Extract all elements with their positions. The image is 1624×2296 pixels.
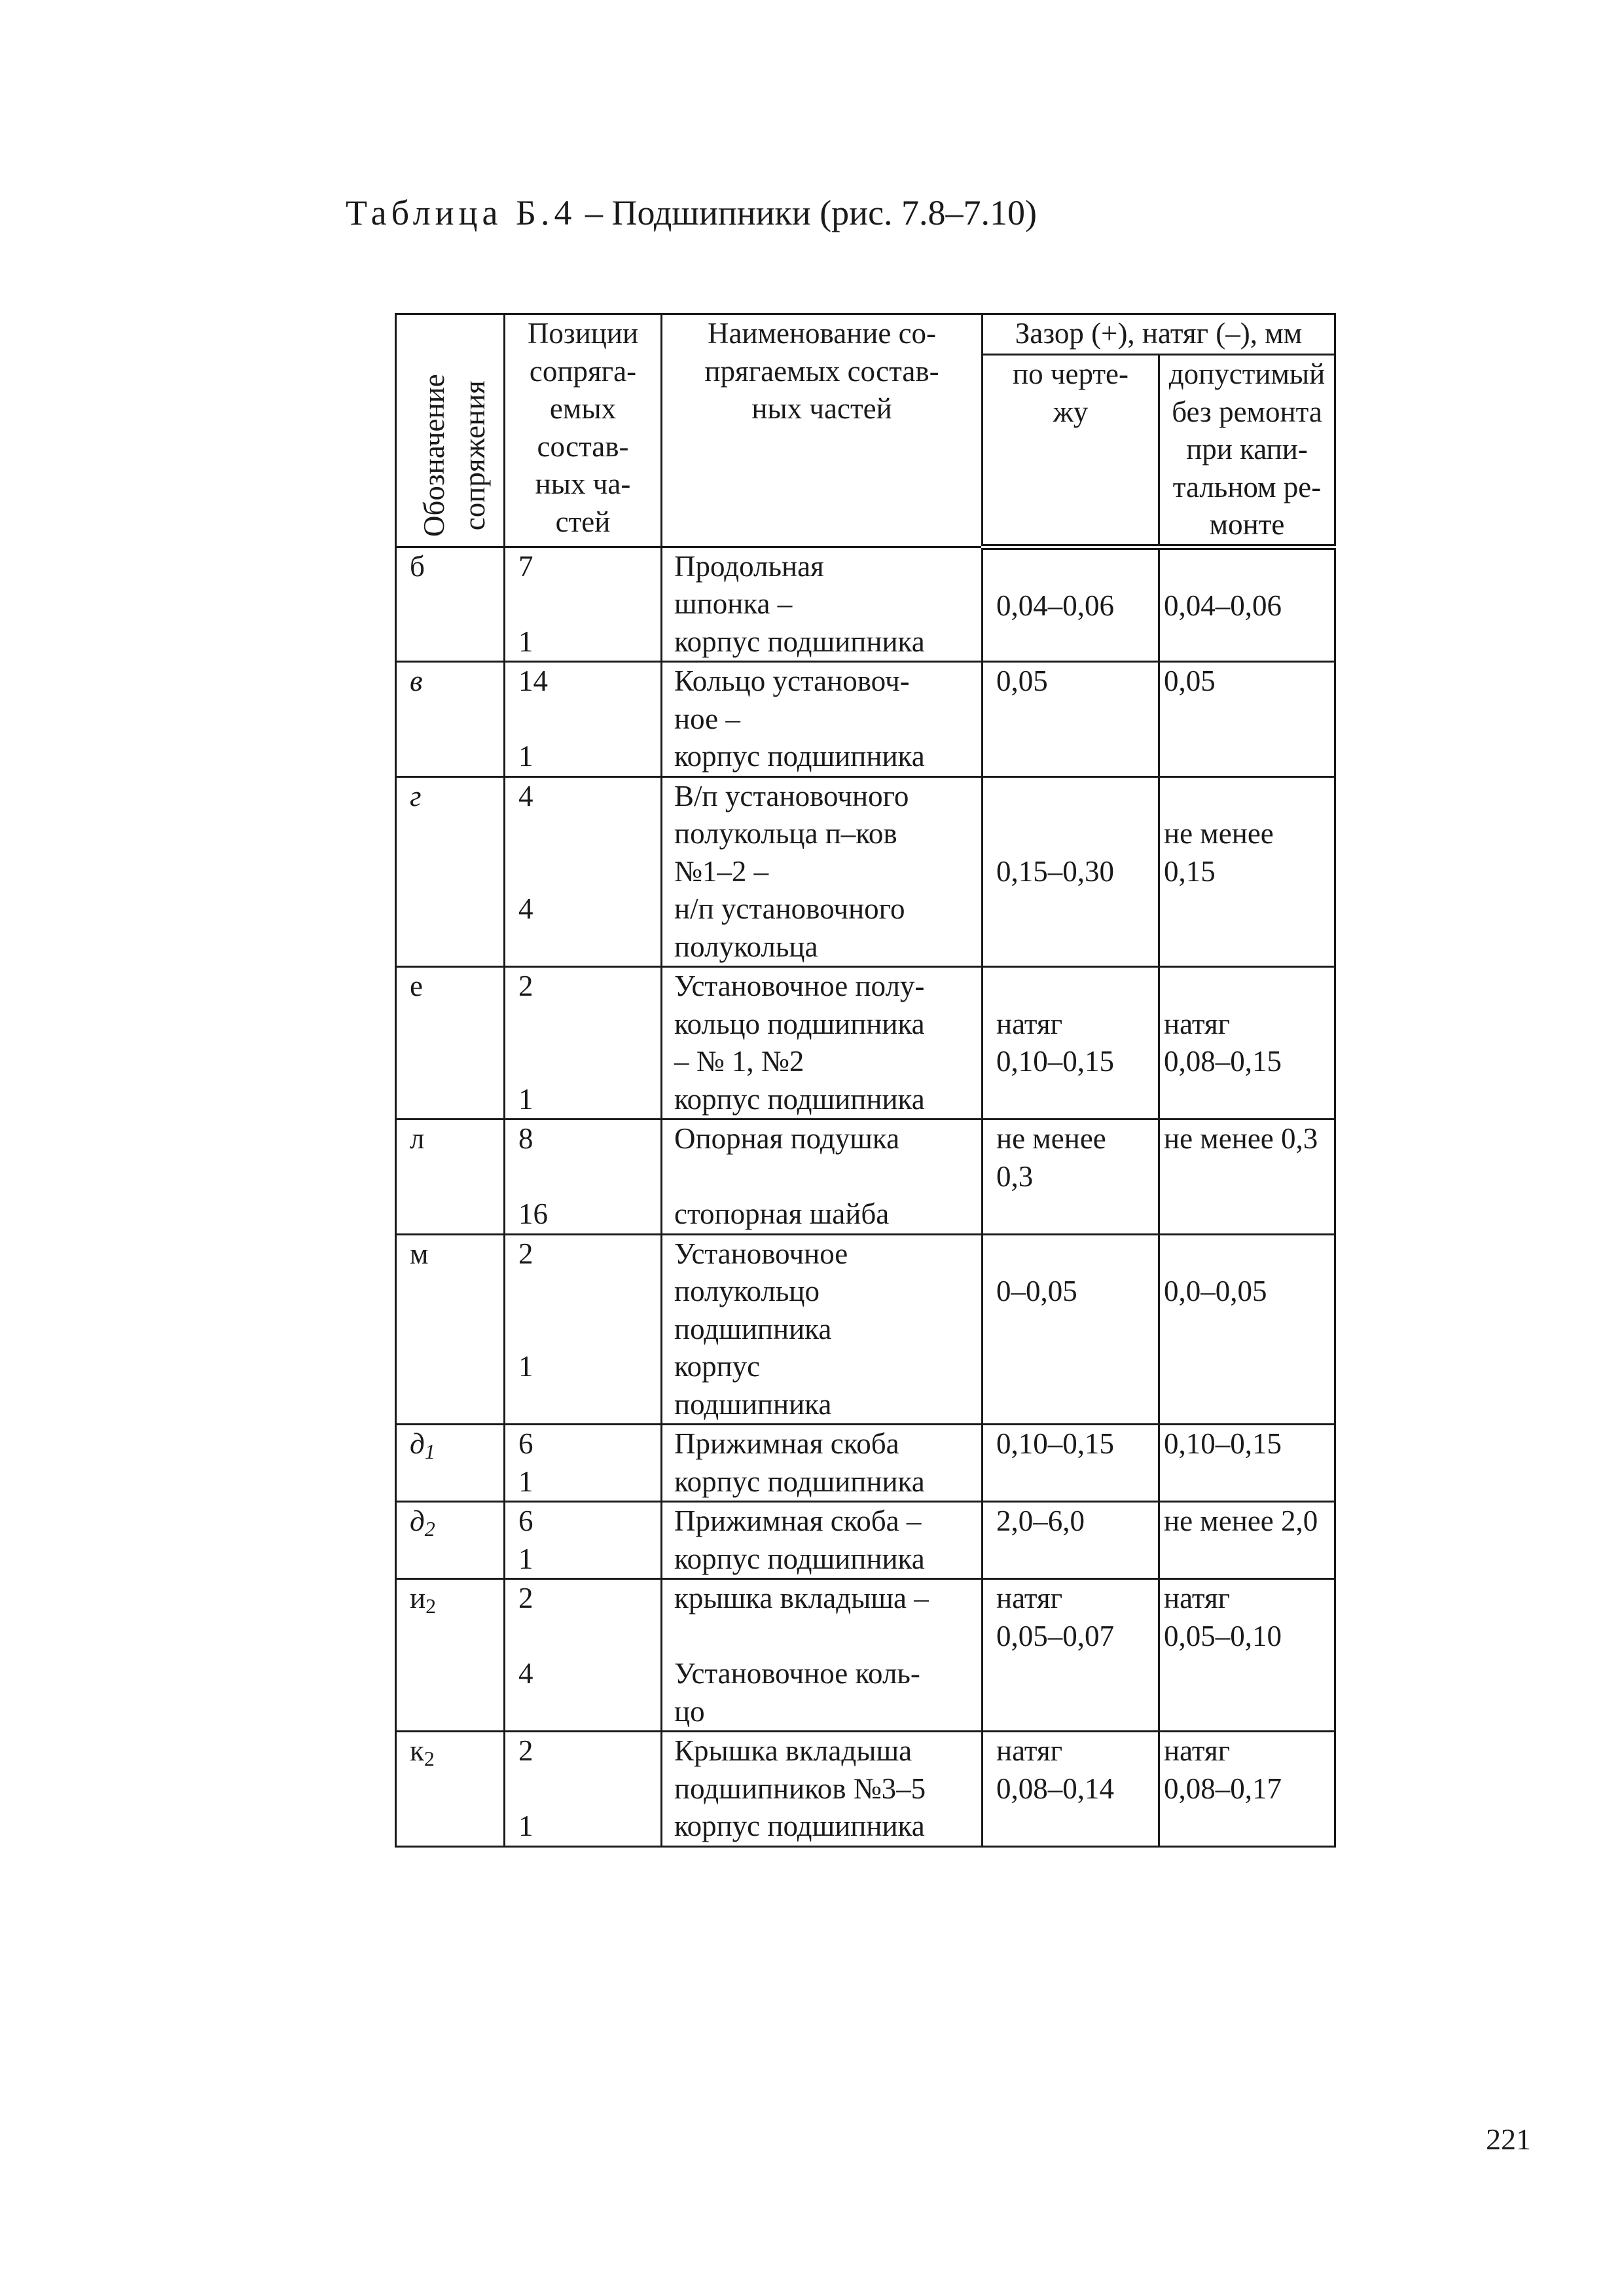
cell-line: 0,05 xyxy=(1164,665,1216,697)
cell-line: полукольцо xyxy=(674,1275,820,1307)
header-designation xyxy=(396,314,505,547)
cell-line: цо xyxy=(674,1694,705,1728)
header-line: без ремонта xyxy=(1172,395,1322,428)
cell-positions xyxy=(505,662,662,777)
header-line: допустимый xyxy=(1168,357,1326,390)
cell-clearance-drawing xyxy=(983,1579,1159,1732)
cell-clearance-allowed xyxy=(1159,1732,1335,1847)
cell-line: натяг xyxy=(996,1582,1063,1614)
cell-line: 1 xyxy=(518,1465,533,1498)
header-positions xyxy=(505,314,662,547)
cell-designation xyxy=(396,662,505,777)
header-line: при капи- xyxy=(1186,433,1308,465)
designation-letter: м xyxy=(410,1237,429,1270)
cell-line: корпус подшипника xyxy=(674,1542,925,1575)
cell-line: 4 xyxy=(518,779,533,812)
cell-designation xyxy=(396,547,505,662)
cell-part-names xyxy=(662,1234,983,1425)
cell-line: 0,10–0,15 xyxy=(996,1427,1114,1460)
cell-clearance-drawing xyxy=(983,1120,1159,1235)
cell-line xyxy=(518,1618,657,1656)
cell-line xyxy=(1164,550,1330,588)
cell-line: 0,0–0,05 xyxy=(1164,1275,1267,1307)
cell-line: корпус подшипника xyxy=(674,625,925,658)
cell-line xyxy=(518,701,657,738)
table-row xyxy=(396,547,1335,662)
header-by-drawing xyxy=(983,355,1159,547)
cell-line: 1 xyxy=(518,625,533,658)
cell-line: 0–0,05 xyxy=(996,1275,1077,1307)
cell-line: крышка вкладыша – xyxy=(674,1582,929,1614)
cell-line: Установочное коль- xyxy=(674,1657,920,1690)
cell-line: 0,08–0,17 xyxy=(1164,1772,1282,1805)
cell-clearance-drawing xyxy=(983,547,1159,662)
designation-subscript: 2 xyxy=(425,1594,437,1618)
cell-line: Крышка вкладыша xyxy=(674,1734,912,1767)
cell-clearance-drawing xyxy=(983,967,1159,1120)
cell-clearance-allowed xyxy=(1159,1425,1335,1502)
cell-line: 6 xyxy=(518,1427,533,1460)
cell-line: корпус xyxy=(674,1350,761,1383)
cell-clearance-allowed xyxy=(1159,1579,1335,1732)
cell-line xyxy=(1164,968,1330,1006)
header-name xyxy=(662,314,983,547)
cell-line: 14 xyxy=(518,665,548,697)
header-line: емых xyxy=(549,392,617,425)
header-line: ных частей xyxy=(751,392,892,425)
table-row xyxy=(396,776,1335,967)
cell-line xyxy=(518,1043,657,1081)
cell-line: не менее 2,0 xyxy=(1164,1504,1318,1537)
designation-letter: в xyxy=(410,665,423,697)
cell-line: натяг xyxy=(996,1007,1063,1040)
cell-clearance-allowed xyxy=(1159,547,1335,662)
cell-clearance-allowed xyxy=(1159,1234,1335,1425)
cell-line: 2 xyxy=(518,970,533,1002)
cell-line: 0,15 xyxy=(1164,854,1216,888)
header-line: состав- xyxy=(537,429,629,463)
cell-clearance-drawing xyxy=(983,662,1159,777)
cell-line: Продольная xyxy=(674,549,824,583)
cell-line: 0,3 xyxy=(996,1159,1034,1193)
cell-line: 0,05–0,07 xyxy=(996,1619,1114,1652)
cell-line: 0,04–0,06 xyxy=(996,589,1114,622)
cell-clearance-allowed xyxy=(1159,1502,1335,1579)
cell-line: 0,15–0,30 xyxy=(996,854,1114,888)
cell-clearance-allowed xyxy=(1159,776,1335,967)
designation-letter: к xyxy=(410,1734,424,1767)
cell-line: 0,10–0,15 xyxy=(996,1045,1114,1078)
bearings-table xyxy=(395,313,1336,1848)
cell-designation xyxy=(396,1732,505,1847)
cell-line xyxy=(1164,1235,1330,1273)
cell-line: Установочное полу- xyxy=(674,970,925,1002)
cell-line xyxy=(518,1273,657,1311)
cell-clearance-drawing xyxy=(983,776,1159,967)
cell-line xyxy=(518,585,657,623)
cell-positions xyxy=(505,1732,662,1847)
designation-subscript: 1 xyxy=(424,1440,435,1463)
cell-part-names xyxy=(662,1502,983,1579)
cell-clearance-drawing xyxy=(983,1732,1159,1847)
cell-line: Установочное xyxy=(674,1237,848,1270)
cell-line xyxy=(996,778,1154,816)
table-row xyxy=(396,662,1335,777)
designation-subscript: 2 xyxy=(424,1517,435,1540)
cell-line: корпус подшипника xyxy=(674,1082,925,1116)
cell-designation xyxy=(396,1234,505,1425)
cell-line: 8 xyxy=(518,1122,533,1155)
cell-line: 0,05 xyxy=(996,665,1048,697)
cell-line: натяг xyxy=(1164,1582,1231,1614)
cell-line: полукольца xyxy=(674,930,818,963)
cell-part-names xyxy=(662,547,983,662)
cell-line: полукольца п–ков xyxy=(674,817,897,850)
cell-line: 0,10–0,15 xyxy=(1164,1427,1282,1460)
designation-letter: д xyxy=(410,1504,425,1537)
cell-designation xyxy=(396,1502,505,1579)
header-line: сопряга- xyxy=(529,354,637,388)
cell-line xyxy=(674,1158,977,1196)
cell-positions xyxy=(505,547,662,662)
header-line: жу xyxy=(1053,395,1089,428)
designation-letter: д xyxy=(410,1427,425,1460)
header-line: тальном ре- xyxy=(1172,470,1322,503)
cell-clearance-allowed xyxy=(1159,1120,1335,1235)
cell-line: кольцо подшипника xyxy=(674,1007,925,1040)
designation-letter: и xyxy=(410,1582,426,1614)
cell-line: 1 xyxy=(518,740,533,773)
cell-line: не менее xyxy=(996,1122,1106,1155)
table-row xyxy=(396,1579,1335,1732)
cell-line xyxy=(518,853,657,891)
cell-line: подшипника xyxy=(674,1387,832,1421)
cell-line: 1 xyxy=(518,1810,533,1842)
cell-line: подшипника xyxy=(674,1312,832,1345)
cell-line: корпус подшипника xyxy=(674,1465,925,1498)
table-body xyxy=(396,547,1335,1846)
cell-part-names xyxy=(662,662,983,777)
cell-line: ное – xyxy=(674,702,740,735)
header-line: Обозначение xyxy=(418,374,450,537)
cell-part-names xyxy=(662,1732,983,1847)
designation-letter: г xyxy=(410,779,422,812)
cell-line: стопорная шайба xyxy=(674,1197,890,1230)
cell-line xyxy=(1164,778,1330,816)
cell-line: Прижимная скоба – xyxy=(674,1504,922,1537)
cell-part-names xyxy=(662,1425,983,1502)
cell-line: 1 xyxy=(518,1082,533,1116)
cell-designation xyxy=(396,967,505,1120)
cell-line xyxy=(518,1158,657,1196)
cell-positions xyxy=(505,967,662,1120)
cell-line: 1 xyxy=(518,1350,533,1383)
cell-part-names xyxy=(662,776,983,967)
cell-line: 4 xyxy=(518,892,533,925)
table-header xyxy=(396,314,1335,547)
cell-line xyxy=(518,1770,657,1808)
cell-line: 0,08–0,14 xyxy=(996,1772,1114,1805)
table-row xyxy=(396,967,1335,1120)
cell-line: н/п установочного xyxy=(674,892,905,925)
cell-line: В/п установочного xyxy=(674,779,909,812)
cell-positions xyxy=(505,1234,662,1425)
header-designation-text xyxy=(414,374,495,537)
cell-line: 7 xyxy=(518,549,533,583)
cell-line xyxy=(518,1006,657,1044)
cell-line: Прижимная скоба xyxy=(674,1427,899,1460)
cell-line xyxy=(996,968,1154,1006)
cell-positions xyxy=(505,1120,662,1235)
cell-positions xyxy=(505,776,662,967)
header-line: сопряжения xyxy=(458,380,491,531)
cell-positions xyxy=(505,1502,662,1579)
cell-line: Опорная подушка xyxy=(674,1122,900,1155)
cell-line xyxy=(518,815,657,853)
cell-line: корпус подшипника xyxy=(674,740,925,773)
page-number: 221 xyxy=(1486,2123,1531,2156)
cell-line: 16 xyxy=(518,1197,548,1230)
cell-line: 1 xyxy=(518,1542,533,1575)
table-caption xyxy=(346,190,1037,236)
cell-line xyxy=(996,815,1154,853)
cell-clearance-drawing xyxy=(983,1425,1159,1502)
cell-line: шпонка – xyxy=(674,587,793,620)
cell-line: корпус подшипника xyxy=(674,1810,925,1842)
header-line: ных ча- xyxy=(535,467,631,500)
cell-line: не менее xyxy=(1164,817,1274,850)
header-line: Позиции xyxy=(527,317,639,350)
cell-clearance-allowed xyxy=(1159,967,1335,1120)
cell-line: подшипников №3–5 xyxy=(674,1772,926,1805)
cell-designation xyxy=(396,1425,505,1502)
designation-letter: е xyxy=(410,970,423,1002)
cell-part-names xyxy=(662,1120,983,1235)
header-line: по черте- xyxy=(1013,357,1128,390)
cell-line xyxy=(996,1235,1154,1273)
header-line: Наименование со- xyxy=(707,317,937,350)
cell-line: не менее 0,3 xyxy=(1164,1122,1318,1155)
header-line: монте xyxy=(1209,508,1285,541)
cell-clearance-drawing xyxy=(983,1502,1159,1579)
cell-line: натяг xyxy=(996,1734,1063,1767)
designation-letter: б xyxy=(410,549,425,583)
table-row xyxy=(396,1732,1335,1847)
cell-line: 2 xyxy=(518,1582,533,1614)
cell-line: 2 xyxy=(518,1734,533,1767)
cell-line xyxy=(674,1618,977,1656)
cell-line: – № 1, №2 xyxy=(674,1045,804,1078)
cell-line: 2,0–6,0 xyxy=(996,1504,1085,1537)
table-caption-label: Таблица Б.4 xyxy=(346,193,577,232)
header-line: стей xyxy=(555,505,611,538)
cell-designation xyxy=(396,776,505,967)
designation-subscript: 2 xyxy=(424,1747,435,1770)
cell-line: 0,05–0,10 xyxy=(1164,1619,1282,1652)
cell-line: 6 xyxy=(518,1504,533,1537)
cell-clearance-allowed xyxy=(1159,662,1335,777)
cell-positions xyxy=(505,1579,662,1732)
designation-letter: л xyxy=(410,1122,425,1155)
cell-line xyxy=(518,1311,657,1349)
cell-line: 0,08–0,15 xyxy=(1164,1045,1282,1078)
cell-designation xyxy=(396,1120,505,1235)
header-line: прягаемых состав- xyxy=(704,354,939,388)
cell-line: натяг xyxy=(1164,1007,1231,1040)
cell-line: Кольцо установоч- xyxy=(674,665,910,697)
cell-designation xyxy=(396,1579,505,1732)
cell-positions xyxy=(505,1425,662,1502)
cell-part-names xyxy=(662,967,983,1120)
cell-line: 2 xyxy=(518,1237,533,1270)
cell-part-names xyxy=(662,1579,983,1732)
table-row xyxy=(396,1120,1335,1235)
table-row xyxy=(396,1425,1335,1502)
cell-line xyxy=(996,550,1154,588)
cell-clearance-drawing xyxy=(983,1234,1159,1425)
cell-line: 0,04–0,06 xyxy=(1164,589,1282,622)
table-row xyxy=(396,1234,1335,1425)
cell-line: №1–2 – xyxy=(674,854,769,888)
table-row xyxy=(396,1502,1335,1579)
cell-line: 4 xyxy=(518,1657,533,1690)
header-clearance-group: Зазор (+), натяг (–), мм xyxy=(983,314,1335,355)
table-caption-text: – Подшипники (рис. 7.8–7.10) xyxy=(585,193,1038,232)
cell-line: натяг xyxy=(1164,1734,1231,1767)
header-allowed xyxy=(1159,355,1335,547)
